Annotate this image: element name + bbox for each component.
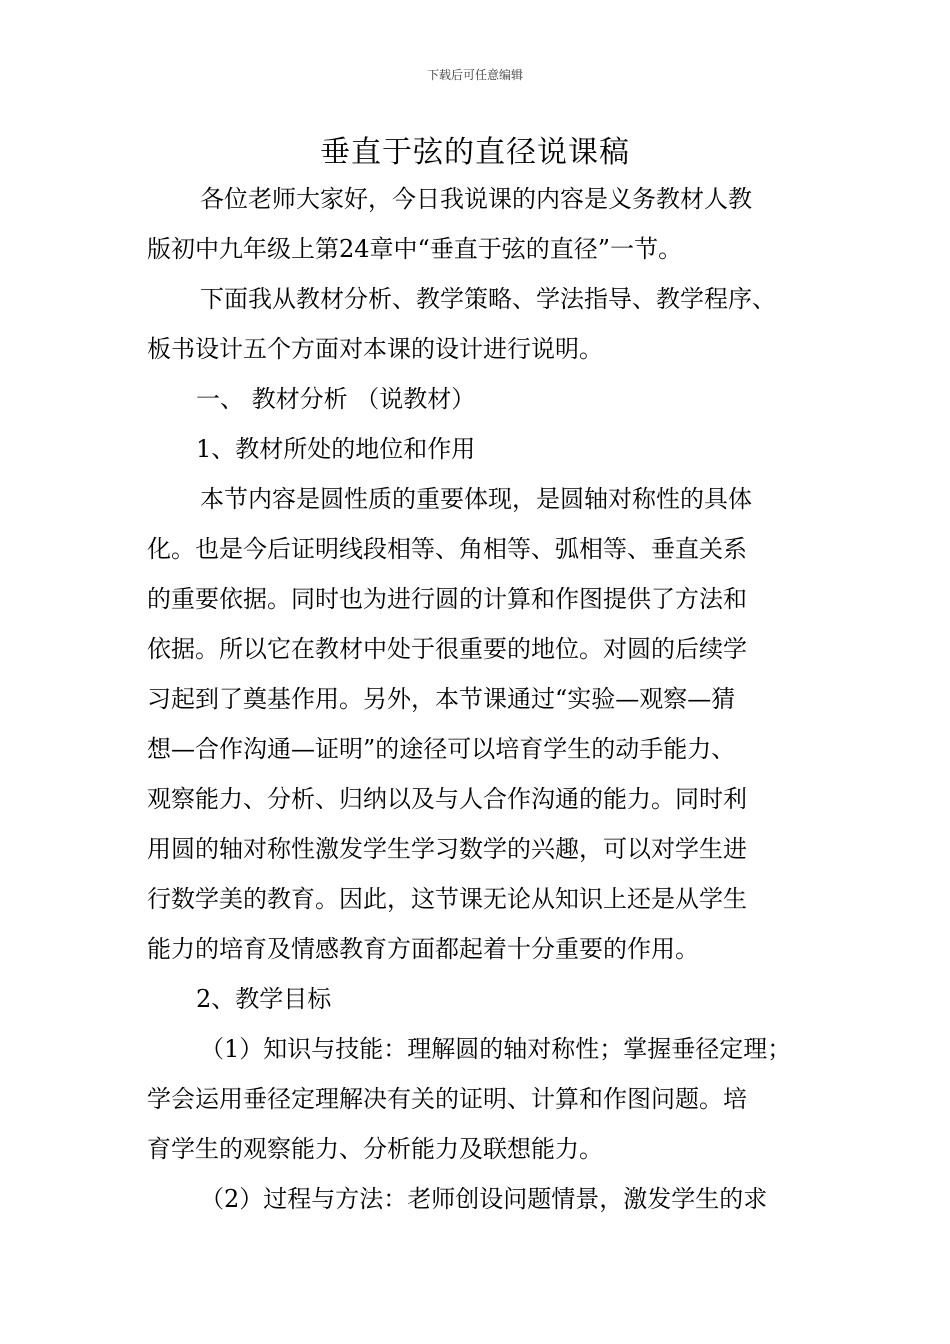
body-line: 用圆的轴对称性激发学生学习数学的兴趣，可以对学生进 (147, 835, 747, 863)
subsection-heading: 2、教学目标 (196, 985, 332, 1013)
body-line: （1）知识与技能：理解圆的轴对称性；掌握垂径定理； (200, 1035, 792, 1063)
document-title: 垂直于弦的直径说课稿 (320, 135, 630, 170)
body-line: 行数学美的教育。因此，这节课无论从知识上还是从学生 (147, 885, 747, 913)
body-line: 下面我从教材分析、教学策略、学法指导、教学程序、 (200, 285, 776, 313)
body-line: 的重要依据。同时也为进行圆的计算和作图提供了方法和 (147, 585, 747, 613)
body-line: 能力的培育及情感教育方面都起着十分重要的作用。 (147, 935, 699, 963)
section-heading: 一、 教材分析 （说教材） (196, 385, 476, 413)
subsection-heading: 1、教材所处的地位和作用 (196, 435, 476, 463)
body-line: 学会运用垂径定理解决有关的证明、计算和作图问题。培 (147, 1085, 747, 1113)
body-line: 本节内容是圆性质的重要体现，是圆轴对称性的具体 (200, 485, 752, 513)
body-line: 各位老师大家好，今日我说课的内容是义务教材人教 (200, 185, 752, 213)
body-line: 依据。所以它在教材中处于很重要的地位。对圆的后续学 (147, 635, 747, 663)
body-line: 版初中九年级上第24章中“垂直于弦的直径”一节。 (147, 235, 683, 263)
body-line: 育学生的观察能力、分析能力及联想能力。 (147, 1135, 603, 1163)
body-line: 板书设计五个方面对本课的设计进行说明。 (147, 335, 603, 363)
body-line: 化。也是今后证明线段相等、角相等、弧相等、垂直关系 (147, 535, 747, 563)
header-note: 下载后可任意编辑 (426, 68, 523, 82)
body-line: 想—合作沟通—证明”的途径可以培育学生的动手能力、 (147, 735, 736, 763)
body-line: （2）过程与方法：老师创设问题情景，激发学生的求 (200, 1185, 768, 1213)
body-line: 观察能力、分析、归纳以及与人合作沟通的能力。同时利 (147, 785, 747, 813)
body-line: 习起到了奠基作用。另外，本节课通过“实验—观察—猜 (147, 685, 736, 713)
